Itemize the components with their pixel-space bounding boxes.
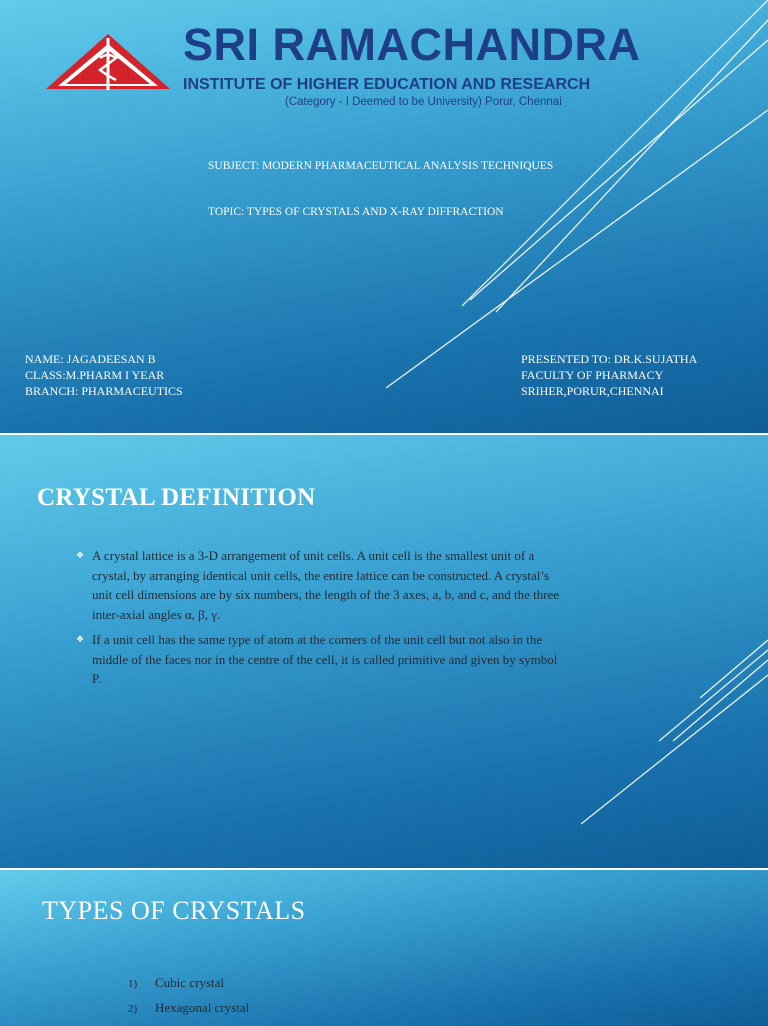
bullet-diamond-icon: ❖ [76, 550, 85, 560]
definition-bullets [76, 546, 566, 695]
student-class: CLASS:M.PHARM I YEAR [25, 368, 165, 382]
list-item-label: Cubic crystal [155, 975, 224, 990]
institution-category: (Category - I Deemed to be University) Porur, Chennai [285, 96, 562, 108]
student-name: NAME: JAGADEESAN B [25, 352, 156, 366]
presented-to: PRESENTED TO: DR.K.SUJATHA [521, 352, 698, 366]
subject-line: SUBJECT: MODERN PHARMACEUTICAL ANALYSIS TECHNIQUES [208, 160, 554, 172]
institution-logo-emblem [46, 34, 170, 92]
bullet-diamond-icon: ❖ [76, 634, 85, 644]
bullet-text: A crystal lattice is a 3-D arrangement of unit cells. A unit cell is the smallest unit of a crystal, by arranging identical unit cells, the entire lattice can be constructed. A crystal’s unit cell dimensions are by six numbers, the length of the 3 axes, a, b, and c, and the three inter-axial angles α, β, γ. [92, 548, 560, 622]
student-branch: BRANCH: PHARMACEUTICS [25, 384, 183, 398]
list-item [128, 971, 249, 996]
institution-subtitle: INSTITUTE OF HIGHER EDUCATION AND RESEARCH [183, 76, 591, 93]
list-item [76, 546, 566, 624]
list-item [76, 630, 566, 689]
student-info [25, 351, 183, 399]
presenter-faculty: FACULTY OF PHARMACY [521, 368, 664, 382]
topic-line: TOPIC: TYPES OF CRYSTALS AND X-RAY DIFFRACTION [208, 206, 504, 218]
list-number: 2) [128, 1003, 138, 1015]
types-slide [0, 870, 768, 1026]
list-item-label: Hexagonal crystal [155, 1000, 250, 1015]
slide-title: CRYSTAL DEFINITION [37, 484, 316, 511]
title-slide [0, 0, 768, 433]
list-item [128, 996, 249, 1021]
list-number: 1) [128, 978, 138, 990]
presenter-info [521, 351, 697, 399]
crystal-types-list [128, 971, 249, 1021]
presenter-location: SRIHER,PORUR,CHENNAI [521, 384, 664, 398]
institution-name: SRI RAMACHANDRA [183, 19, 641, 70]
slide-title: TYPES OF CRYSTALS [42, 896, 306, 925]
bullet-text: If a unit cell has the same type of atom at the corners of the unit cell but not also in the middle of the faces nor in the centre of the cell, it is called primitive and given by symbol P. [92, 632, 558, 686]
